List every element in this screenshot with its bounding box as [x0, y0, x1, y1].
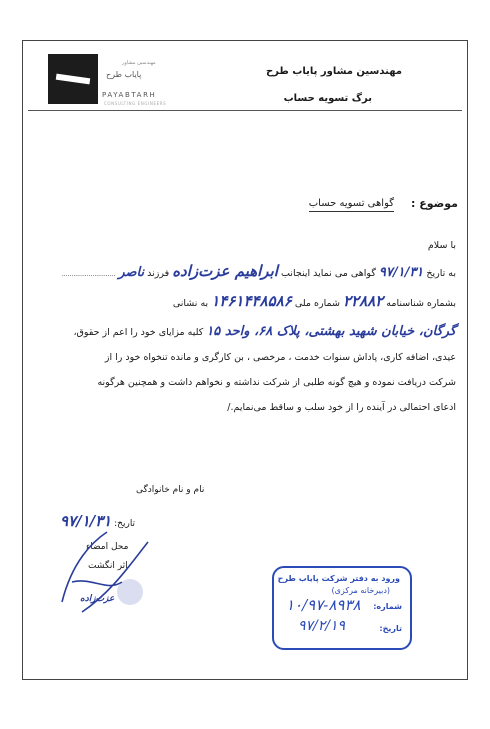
handwritten-full-name: ابراهیم عزت‌زاده [172, 262, 278, 280]
body-line-3 [73, 324, 456, 339]
text-date-prefix: به تاریخ [426, 268, 456, 279]
handwritten-date: ۹۷/۱/۳۱ [378, 265, 424, 280]
handwritten-father-name: ناصر [118, 265, 145, 280]
body-line-4: عیدی، اضافه کاری، پاداش سنوات خدمت ، مرخصی ، بن کارگری و مانده تنخواه خود را از [104, 352, 456, 363]
signature-place-label: محل امضاء [86, 542, 129, 552]
stamp-subtitle: (دبیرخانه مرکزی) [331, 586, 390, 595]
text-benefits: کلیه مزایای خود را اعم از حقوق، [73, 327, 204, 338]
handwritten-signature [52, 522, 162, 622]
signature-date-label: تاریخ: [114, 519, 136, 529]
thumbprint-label: اثر انگشت [88, 561, 128, 571]
form-title: برگ تسویه حساب [283, 93, 372, 104]
company-logo-mark [48, 54, 98, 104]
handwritten-signature-date: ۹۷/۱/۳۱ [60, 512, 112, 530]
stamp-title: ورود به دفتر شرکت پایاب طرح [277, 574, 400, 583]
greeting: با سلام [427, 240, 456, 251]
body-line-6: ادعای احتمالی در آینده را از خود سلب و ساقط می‌نمایم./ [227, 402, 456, 413]
office-receipt-stamp [272, 566, 412, 650]
dotted-fill: ............................ [61, 271, 116, 278]
body-line-1 [62, 262, 456, 280]
handwritten-address: گرگان، خیابان شهید بهشتی، پلاک ۶۸، واحد ۱۵ [206, 324, 456, 339]
logo-persian-name: پایاب طرح [106, 70, 142, 79]
text-id-number: بشماره شناسنامه [386, 298, 456, 309]
stamp-number-value: ۱۰/۹۷-۸۹۳۸ [286, 596, 361, 614]
body-line-2 [173, 292, 456, 310]
signature-name-label: نام و نام خانوادگی [136, 485, 205, 495]
handwritten-signature-name: عزت‌زاده [80, 594, 115, 604]
stamp-date-value: ۹۷/۲/۱۹ [298, 618, 346, 634]
logo-english-sub: CONSULTING ENGINEERS [104, 101, 167, 106]
company-name: مهندسین مشاور پایاب طرح [265, 66, 402, 77]
stamp-date-label: تاریخ: [379, 624, 402, 633]
handwritten-id-number: ۲۲۸۸۲ [342, 292, 384, 310]
stamp-number-label: شماره: [373, 602, 402, 611]
handwritten-national-code: ۱۴۶۱۴۴۸۵۸۶ [211, 292, 292, 310]
thumbprint-mark [117, 579, 143, 605]
body-line-5: شرکت دریافت نموده و هیچ گونه طلبی از شرکت نداشته و نخواهم داشت و همچنین هرگونه [97, 377, 456, 388]
text-national-code: شماره ملی [294, 298, 340, 309]
text-certify: گواهی می نماید اینجانب [280, 268, 376, 279]
header-divider [28, 110, 462, 111]
logo-persian-small: مهندسین مشاور [122, 60, 156, 66]
subject-label: موضوع : [411, 197, 458, 210]
logo-english-name: PAYABTARH [102, 91, 157, 99]
text-address: به نشانی [172, 298, 209, 309]
text-child-of: فرزند [147, 268, 170, 279]
subject-value: گواهی تسویه حساب [309, 198, 394, 212]
